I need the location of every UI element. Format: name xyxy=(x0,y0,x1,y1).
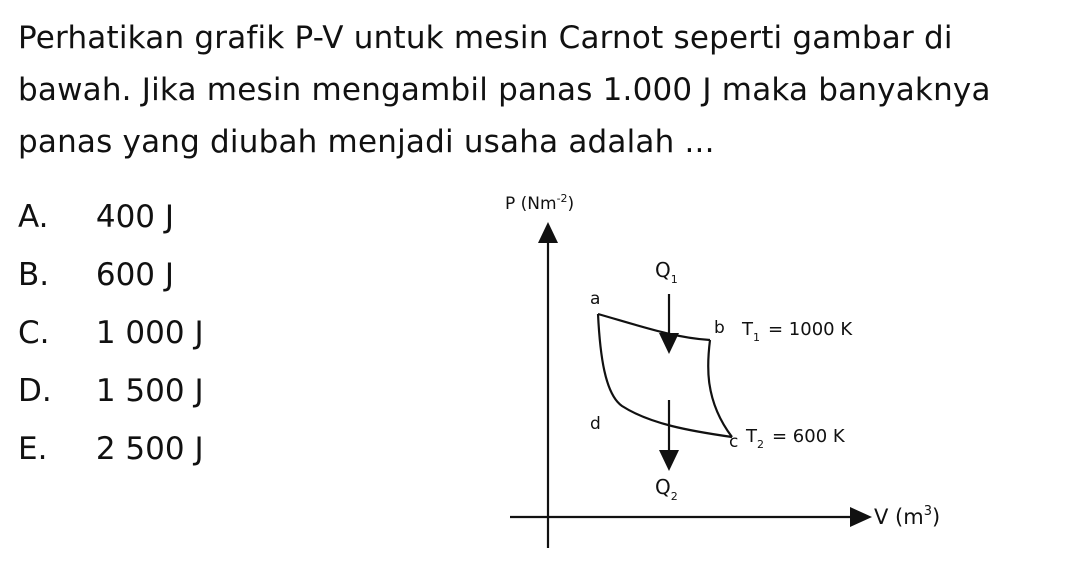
option-c-letter: C. xyxy=(18,315,50,351)
x-axis-label: V $(m^3)$ xyxy=(874,504,941,529)
adiabat-bc xyxy=(708,340,732,437)
option-b-letter: B. xyxy=(18,257,50,293)
option-d-value: 1 500 J xyxy=(95,373,204,409)
question-line-1: Perhatikan grafik P-V untuk mesin Carnot seperti gambar di xyxy=(18,20,953,56)
point-d-label: d xyxy=(590,414,601,434)
option-a-value: 400 J xyxy=(95,199,175,235)
option-e-value: 2 500 J xyxy=(95,431,204,467)
q1-arrowhead xyxy=(659,333,679,354)
point-a-label: a xyxy=(590,289,601,309)
option-d-letter: D. xyxy=(18,373,52,409)
q1-label: $Q_1$ xyxy=(655,258,678,286)
y-axis-label: P $(Nm^{-2})$ xyxy=(505,192,575,214)
x-axis-arrowhead xyxy=(850,507,872,527)
option-c-value: 1 000 J xyxy=(95,315,204,351)
t1-label: $T_1 = 1000$ K xyxy=(742,319,853,344)
y-axis-arrowhead xyxy=(538,222,558,243)
option-e-letter: E. xyxy=(18,431,48,467)
q2-arrowhead xyxy=(659,450,679,471)
point-b-label: b xyxy=(714,318,725,338)
question-line-3: panas yang diubah menjadi usaha adalah ... xyxy=(18,124,715,160)
option-a-letter: A. xyxy=(18,199,49,235)
question-line-2: bawah. Jika mesin mengambil panas 1.000 J maka banyaknya xyxy=(18,72,991,108)
q2-label: $Q_2$ xyxy=(655,475,678,503)
t2-label: $T_2 = 600$ K xyxy=(746,426,845,451)
isotherm-ab xyxy=(598,314,710,340)
point-c-label: c xyxy=(729,432,739,452)
option-b-value: 600 J xyxy=(95,257,175,293)
